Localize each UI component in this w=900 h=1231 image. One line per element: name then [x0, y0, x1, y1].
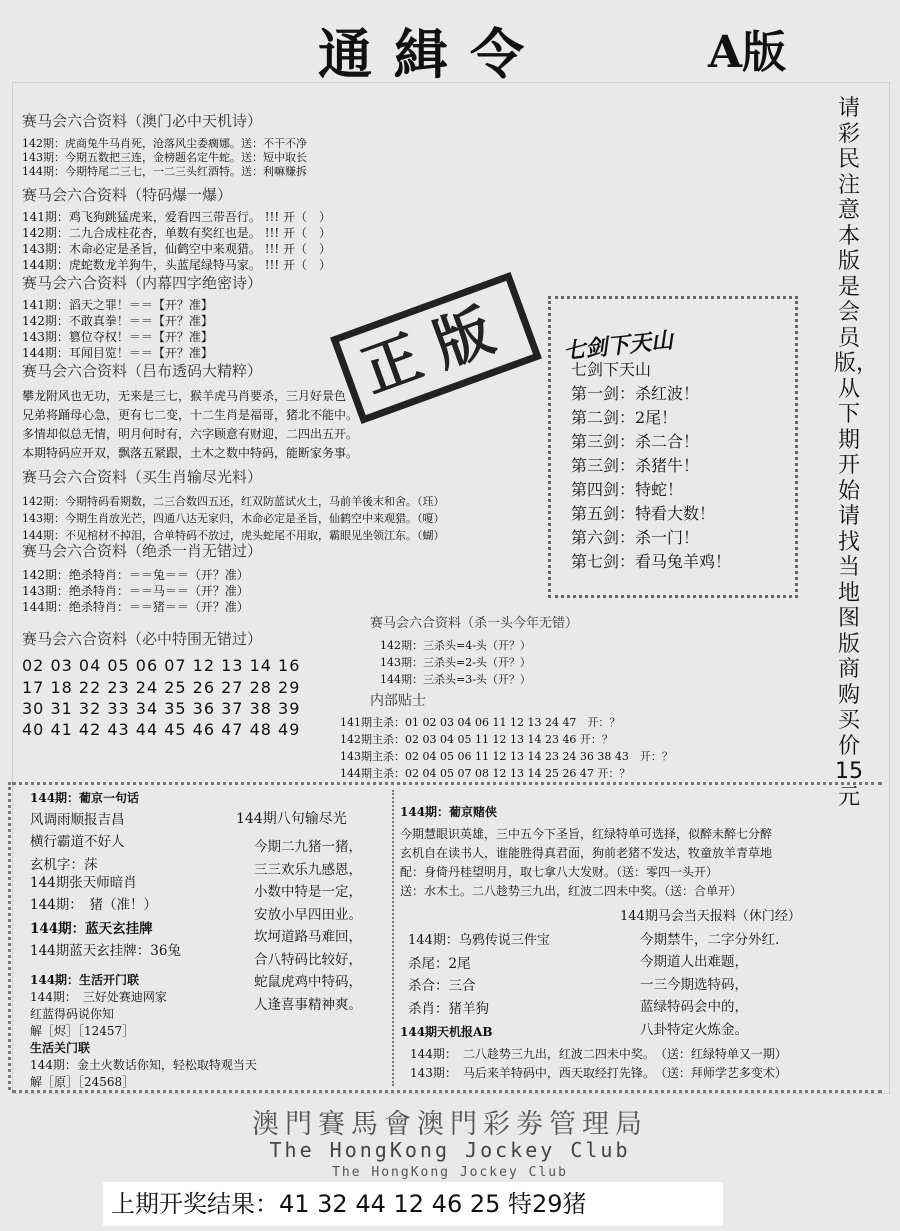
- section-shatou: [370, 612, 578, 710]
- list-item: 143期：今期生肖放光芒，四通八达无家归，木命必定是圣旨，仙鹤空中来观猎。（嗄）: [22, 512, 445, 525]
- list-item: 一三今期选特码，: [640, 976, 748, 993]
- list-item: 143期：三杀头=2-头（开？）: [380, 656, 531, 669]
- list-item: 144期：今期特尾二三七，一二三头红酒特。送：利嘛赚拆: [22, 165, 307, 178]
- list-item: 143期主杀：02 04 05 06 11 12 13 14 23 24 36 38 43 开：？: [340, 750, 673, 763]
- divider: [392, 790, 394, 1086]
- list-item: 横行霸道不好人: [30, 834, 125, 851]
- block-heading: 144期八句输尽光: [236, 811, 347, 827]
- list-item: 今期慧眼识英雄，三中五今下圣旨，红绿特单可选择，似醉未醉七分醉: [400, 827, 773, 841]
- list-item: 人逢喜事精神爽。: [254, 996, 362, 1013]
- last-draw-result: 上期开奖结果：41 32 44 12 46 25 特29猪: [103, 1182, 723, 1226]
- block-lantian: [30, 918, 181, 963]
- list-item: 杀尾：2尾: [408, 956, 471, 972]
- list-item: 兄弟将踊母心急，更有七二变，十二生肖是福哥，猪北不能中。: [22, 408, 359, 422]
- vertical-notice: 请彩民注意本版是会员版，从下期开始请找当地图版商购买价15元: [834, 96, 879, 810]
- list-item: 142期：二九合成柱花杏，单数有奖红也是。 !!! 开（ ）: [22, 226, 332, 240]
- list-item: 144期： 三好处赛迪网家: [30, 990, 167, 1004]
- list-item: 142期：绝杀特肖：＝＝兔＝＝（开？准）: [22, 568, 249, 582]
- list-item: 142期：今期特码看期数，二三合数四五还，红双防蓝试火土，马前羊後末和舍。（珏）: [22, 495, 445, 508]
- list-item: 八卦特定火炼金。: [640, 1021, 748, 1038]
- number-row: 30 31 32 33 34 35 36 37 38 39: [22, 699, 301, 718]
- list-item: 144期： 猪（准！）: [30, 897, 158, 914]
- list-item: 142期主杀：02 03 04 05 11 12 13 14 23 46 开：？: [340, 733, 613, 746]
- list-item: 144期：耳闻目览！＝＝【开？准】: [22, 346, 213, 360]
- block-pujing-duxia: [400, 804, 772, 901]
- list-item: 解［烬］［12457］: [30, 1024, 135, 1038]
- divider: [8, 782, 11, 1090]
- list-item: 风调雨顺报吉昌: [30, 812, 125, 828]
- number-row: 17 18 22 23 24 25 26 27 28 29: [22, 678, 301, 697]
- list-item: 杀肖：猪羊狗: [408, 1000, 489, 1017]
- list-item: 第七剑：看马兔羊鸡！: [571, 552, 732, 571]
- block-heading: 144期：蓝天玄挂牌: [30, 921, 153, 937]
- list-item: 七剑下天山: [571, 360, 652, 379]
- list-item: 144期：绝杀特肖：＝＝猪＝＝（开？准）: [22, 600, 249, 614]
- list-item: 142期：三杀头=4-头（开？）: [380, 639, 531, 652]
- list-item: 141期：鸡飞狗跳猛虎来，爱看四三带吾行。 !!! 开（ ）: [22, 210, 332, 224]
- section-heading: 内部贴士: [370, 693, 426, 709]
- divider: [12, 782, 882, 785]
- masthead: [0, 8, 900, 86]
- list-item: 今期道人出难题，: [640, 954, 748, 971]
- list-item: 配：身倚丹桂望明月，取七拿八大发财。（送：零四一头开）: [400, 865, 719, 879]
- block-heading: 144期：葡京赌侠: [400, 805, 498, 819]
- block-heading: 144期天机报AB: [400, 1025, 493, 1039]
- section-juesha: [22, 540, 262, 615]
- list-item: 第四剑：特蛇！: [571, 480, 684, 499]
- list-item: 144期蓝天玄挂牌：36兔: [30, 943, 181, 960]
- list-item: 玄机字：莯: [30, 856, 98, 873]
- list-item: 144期：三杀头=3-头（开？）: [380, 673, 531, 686]
- box-title: 七剑下天山: [562, 327, 675, 365]
- list-item: 第二剑：2尾！: [571, 408, 678, 427]
- list-item: 144期： 二八趁势三九出，红波二四未中奖。 （送：红绿特单又一期）: [410, 1047, 787, 1061]
- block-xiumenjing: [620, 908, 801, 1041]
- block-zhangtianshi: [30, 872, 157, 917]
- list-item: 第六剑：杀一门！: [571, 528, 700, 547]
- list-item: 安放小早四田业。: [254, 906, 362, 923]
- list-item: 送：水木土。二八趁势三九出，红波二四未中奖。（送：合单开）: [400, 884, 743, 898]
- footer-org-en: The HongKong Jockey Club: [269, 1138, 631, 1162]
- list-item: 杀合：三合: [408, 978, 476, 995]
- list-item: 第一剑：杀红波！: [571, 384, 700, 403]
- list-item: 玄机自在读书人，谁能胜得真君面，狗前老猪不发达，牧童放羊青草地: [400, 846, 773, 860]
- block-tianji-ab: [400, 1024, 787, 1083]
- section-heading: 赛马会六合资料（绝杀一肖无错过）: [22, 542, 263, 560]
- list-item: 142期：不敢真拳！＝＝【开？准】: [22, 314, 213, 328]
- section-tianji: [22, 110, 307, 179]
- section-heading: 赛马会六合资料（内幕四字绝密诗）: [22, 274, 263, 292]
- list-item: 143期：木命必定是圣旨，仙鹤空中来观猎。 !!! 开（ ）: [22, 242, 332, 256]
- list-item: 144期：金土火数话你知，轻松取特观当天: [30, 1058, 257, 1072]
- section-baoyibao: [22, 184, 331, 273]
- list-item: 143期：绝杀特肖：＝＝马＝＝（开？准）: [22, 584, 249, 598]
- block-wuya: [408, 932, 550, 1020]
- page-title: 通緝令: [318, 23, 546, 86]
- list-item: 今期二九猪一猪，: [254, 839, 362, 856]
- list-item: 解［原］［24568］: [30, 1075, 135, 1089]
- section-sizi: [22, 272, 262, 361]
- list-item: 多情却似总无情，明月何时有，六字顾意有财迎，二四出五开。: [22, 427, 359, 441]
- section-tewei: [22, 628, 262, 649]
- block-bajushu: [236, 808, 362, 1016]
- list-item: 蓝绿特码会中的，: [640, 999, 748, 1016]
- list-item: 141期：滔天之罪！＝＝【开？准】: [22, 298, 213, 312]
- section-heading: 赛马会六合资料（澳门必中天机诗）: [22, 112, 263, 130]
- footer-org-cn: 澳門賽馬會澳門彩劵管理局: [252, 1109, 648, 1140]
- section-heading: 赛马会六合资料（特码爆一爆）: [22, 186, 233, 204]
- list-item: 142期：虎商兔牛马肖死，沧落风尘委瘸娜。送：不干不净: [22, 137, 307, 150]
- genuine-stamp: 正版: [330, 272, 542, 424]
- section-shengxiao: [22, 466, 445, 544]
- list-item: 红蓝得码说你知: [30, 1007, 115, 1021]
- section-lvbu: [22, 360, 358, 463]
- list-item: 141期主杀：01 02 03 04 06 11 12 13 24 47 开：？: [340, 716, 621, 729]
- footer-org-en-small: The HongKong Jockey Club: [332, 1165, 568, 1180]
- list-item: 三三欢乐九感恩，: [254, 861, 362, 878]
- list-item: 143期： 马后来羊特码中，西天取经打先锋。 （送：拜师学艺多变术）: [410, 1066, 787, 1080]
- number-row: 02 03 04 05 06 07 12 13 14 16: [22, 656, 301, 675]
- list-item: 第三剑：杀二合！: [571, 432, 700, 451]
- block-heading: 144期：生活开门联: [30, 973, 140, 987]
- block-heading: 144期：葡京一句话: [30, 791, 140, 805]
- block-heading: 生活关门联: [30, 1041, 91, 1055]
- list-item: 144期：不见棺材不掉泪，合单特码不放过，虎头蛇尾不用取，霸眼见坐领江东。（蝴）: [22, 529, 445, 542]
- edition-label: A版: [708, 27, 787, 78]
- list-item: 本期特码应开双，飘落五紧跟，土木之数中特码，能断家务事。: [22, 446, 359, 460]
- list-item: 合八特码比较好，: [254, 951, 362, 968]
- list-item: 143期：今期五数把三连，金榜题名定牛蛇。送：短中取长: [22, 151, 307, 164]
- block-heading: 144期：乌鸦传说三件宝: [408, 933, 550, 948]
- list-item: 蛇鼠虎鸡中特码，: [254, 974, 362, 991]
- list-item: 第五剑：特看大数！: [571, 504, 716, 523]
- section-heading: 赛马会六合资料（杀一头今年无错）: [370, 616, 579, 631]
- list-item: 坎坷道路马难回，: [254, 929, 362, 946]
- number-row: 40 41 42 43 44 45 46 47 48 49: [22, 720, 301, 739]
- block-guanmenlian: [30, 1040, 257, 1091]
- block-pujing-yijuhua: [30, 790, 139, 876]
- list-item: 今期禁牛，二字分外红.: [640, 932, 780, 948]
- seven-swords-box: [548, 296, 798, 598]
- block-heading: 144期马会当天报料（休门经）: [620, 909, 801, 924]
- section-heading: 赛马会六合资料（买生肖输尽光料）: [22, 468, 263, 486]
- list-item: 攀龙附风也无功，无来是三七，猴羊虎马肖要杀，三月好景色: [22, 389, 347, 403]
- list-item: 144期：虎蛇数龙羊狗牛，头蓝尾绿特马家。 !!! 开（ ）: [22, 258, 332, 272]
- section-heading: 赛马会六合资料（必中特围无错过）: [22, 630, 263, 648]
- list-item: 143期：篡位夺权！＝＝【开？准】: [22, 330, 213, 344]
- list-item: 第三剑：杀猪牛！: [571, 456, 700, 475]
- block-kaimenlian: [30, 972, 167, 1040]
- section-heading: 赛马会六合资料（吕布透码大精粹）: [22, 362, 263, 380]
- block-heading: 144期张天师暗肖: [30, 875, 137, 891]
- list-item: 小数中特是一定，: [254, 884, 362, 901]
- section-neibu: [340, 714, 673, 782]
- list-item: 144期主杀：02 04 05 07 08 12 13 14 25 26 47 开：？: [340, 767, 631, 780]
